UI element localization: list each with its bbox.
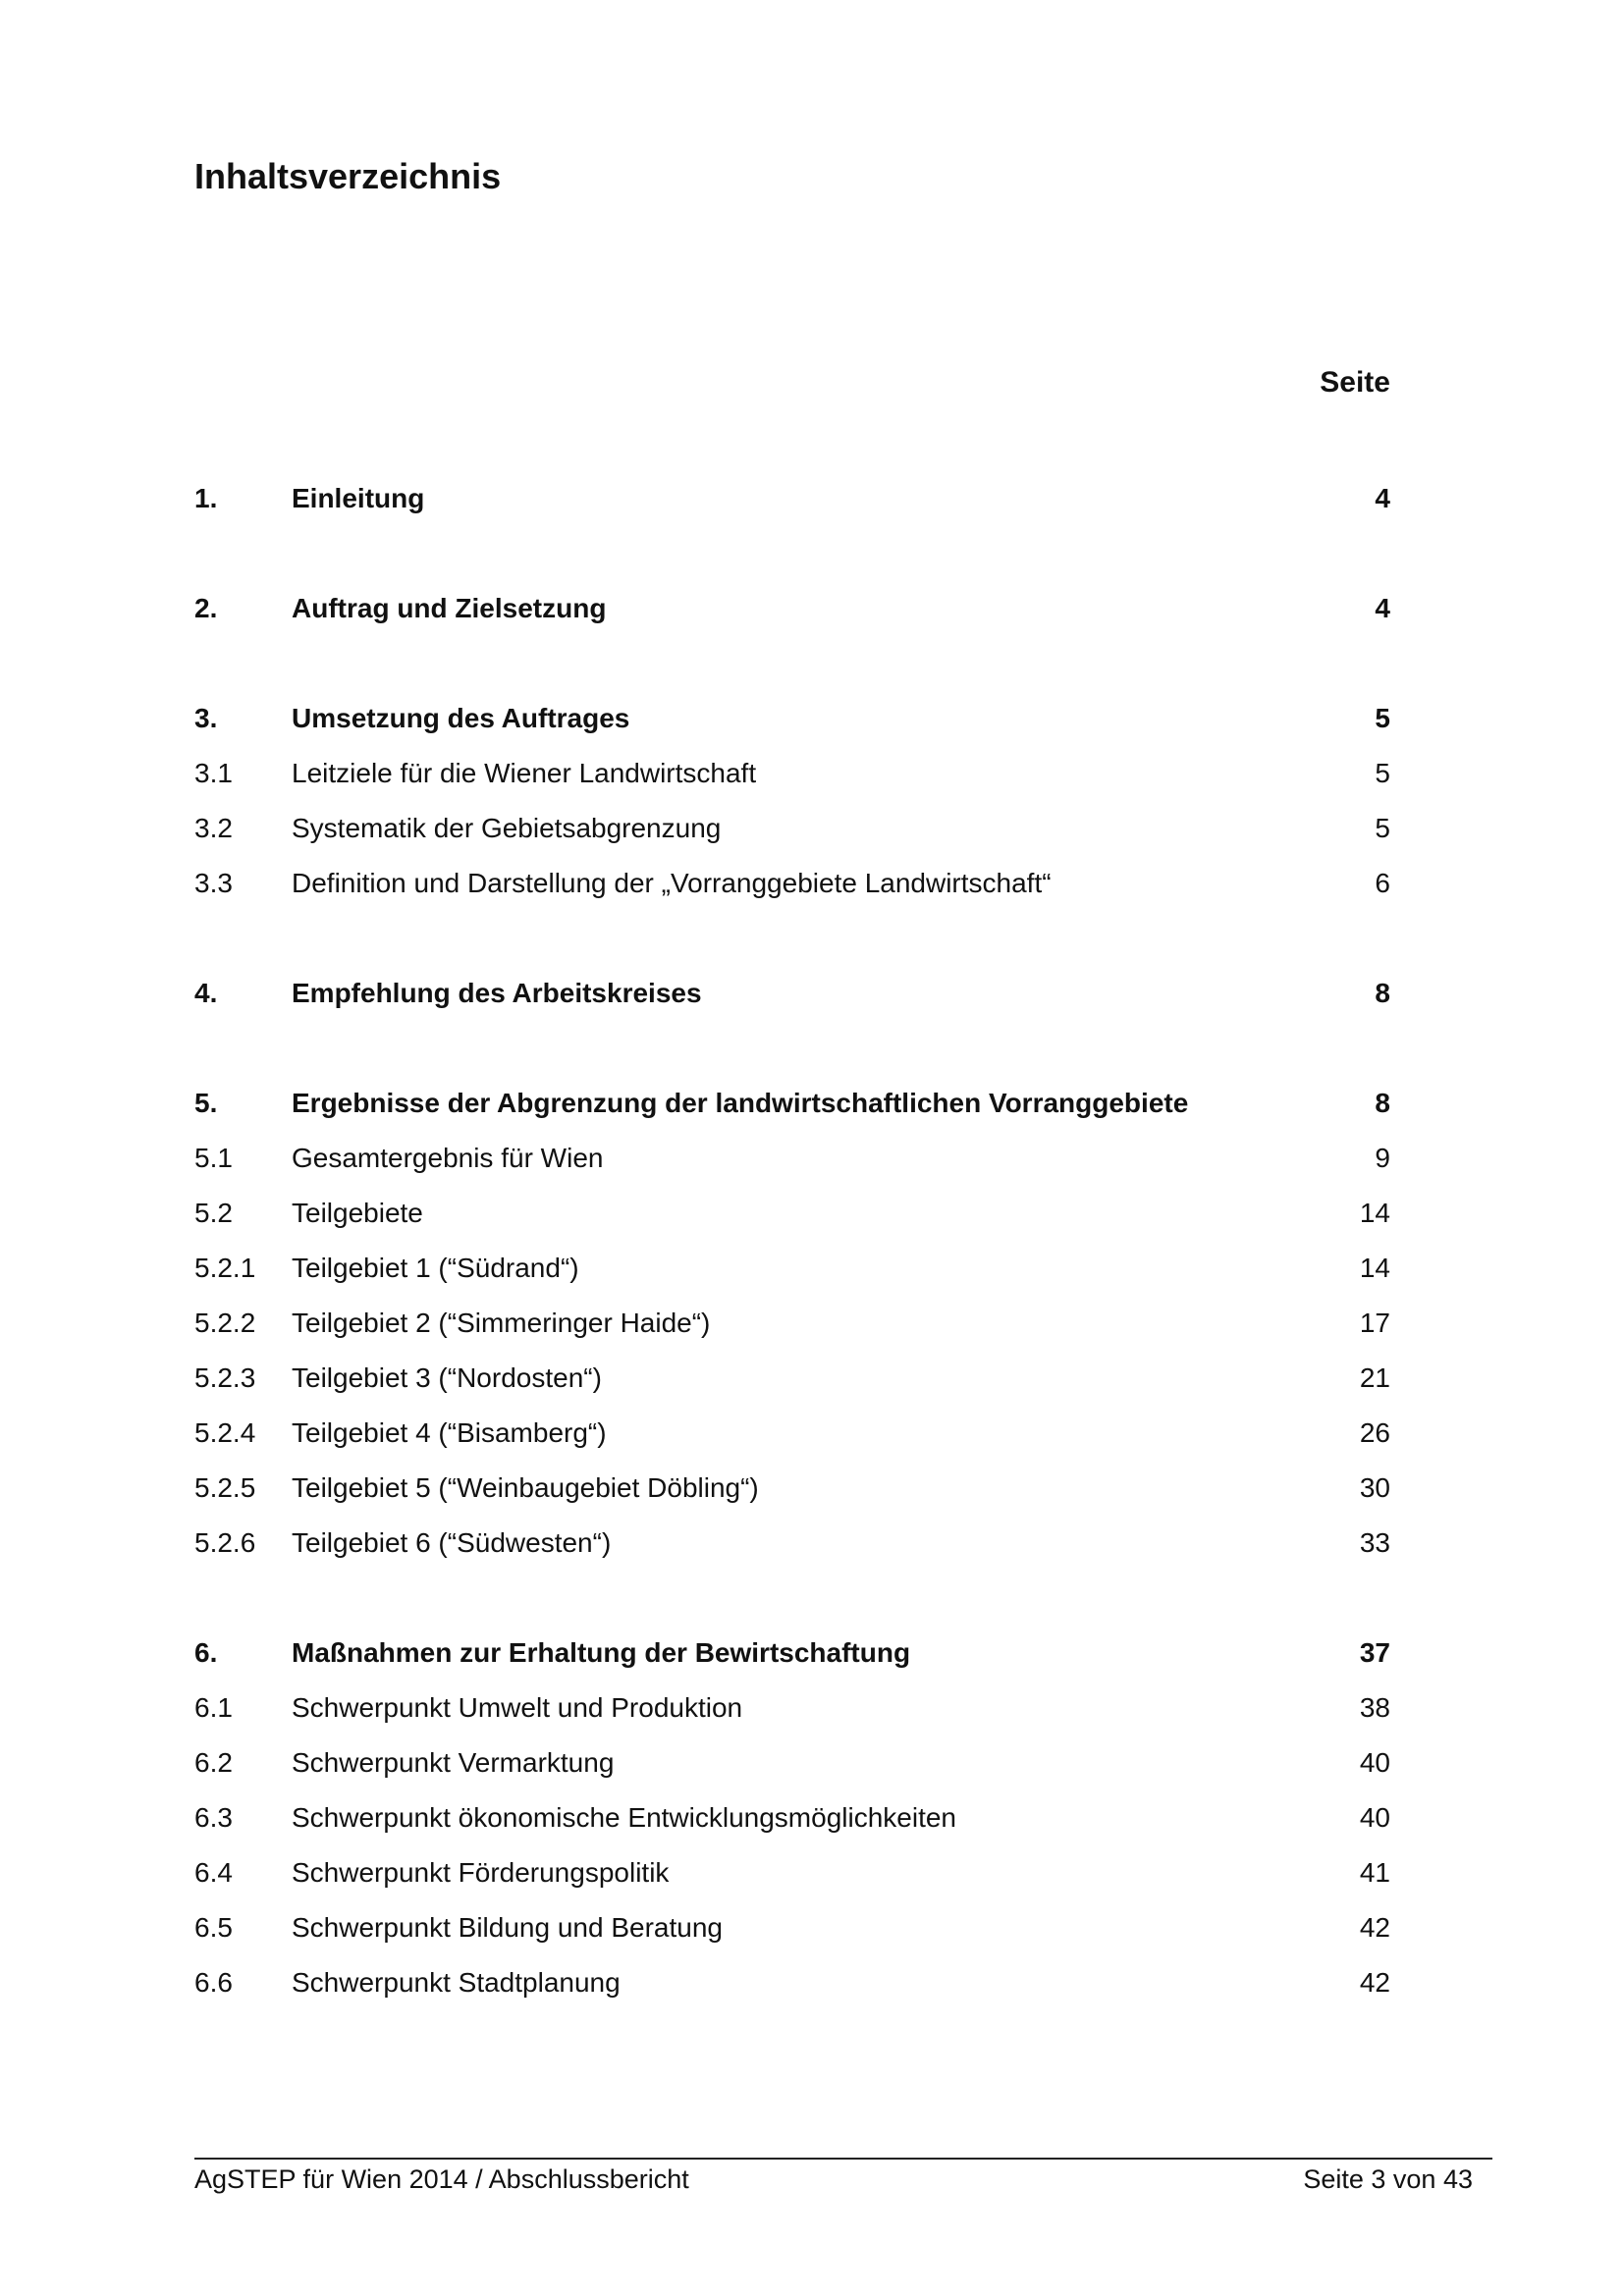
- toc-entry-number: 3.1: [194, 758, 233, 788]
- toc-entry-title: Umsetzung des Auftrages: [292, 703, 630, 733]
- toc-entry[interactable]: [194, 801, 1390, 856]
- toc-entry-page: 14: [1359, 1253, 1390, 1283]
- toc-entry-page: 40: [1359, 1802, 1390, 1833]
- toc-entry-title: Teilgebiet 4 (“Bisamberg“): [292, 1417, 607, 1448]
- toc-entry-page: 6: [1375, 868, 1390, 898]
- page-column-header: Seite: [1320, 366, 1390, 399]
- toc-entry-page: 42: [1359, 1912, 1390, 1943]
- toc-entry-number: 3.2: [194, 813, 233, 843]
- toc-entry-number: 5.2.5: [194, 1472, 256, 1503]
- toc-entry-number: 6.5: [194, 1912, 233, 1943]
- toc-entry-title: Schwerpunkt Stadtplanung: [292, 1967, 621, 1998]
- toc-entry-page: 26: [1359, 1417, 1390, 1448]
- page-title: Inhaltsverzeichnis: [194, 156, 502, 196]
- toc-entry[interactable]: [194, 1955, 1390, 2010]
- toc-entry-number: 6.3: [194, 1802, 233, 1833]
- toc-entry[interactable]: [194, 966, 1390, 1021]
- toc-entry-title: Schwerpunkt Bildung und Beratung: [292, 1912, 723, 1943]
- toc-entry[interactable]: [194, 1845, 1390, 1900]
- toc-entry-number: 5.2.4: [194, 1417, 256, 1448]
- toc-entry-number: 5.2.2: [194, 1308, 256, 1338]
- toc-entry-page: 38: [1359, 1692, 1390, 1723]
- toc-entry-title: Schwerpunkt Umwelt und Produktion: [292, 1692, 743, 1723]
- toc-entry-title: Schwerpunkt ökonomische Entwicklungsmöglichkeiten: [292, 1802, 957, 1833]
- toc-entry[interactable]: [194, 691, 1390, 746]
- toc-entry[interactable]: [194, 1516, 1390, 1571]
- toc-entry-page: 5: [1375, 758, 1390, 788]
- toc-entry[interactable]: [194, 1296, 1390, 1351]
- toc-entry-page: 33: [1359, 1527, 1390, 1558]
- toc-entry-title: Teilgebiet 2 (“Simmeringer Haide“): [292, 1308, 711, 1338]
- toc-entry-number: 6.6: [194, 1967, 233, 1998]
- toc-entry[interactable]: [194, 581, 1390, 636]
- toc-entry-title: Systematik der Gebietsabgrenzung: [292, 813, 722, 843]
- toc-entry-number: 6.2: [194, 1747, 233, 1778]
- toc-entry[interactable]: [194, 1186, 1390, 1241]
- toc-entry-page: 8: [1375, 978, 1390, 1008]
- toc-entry-title: Empfehlung des Arbeitskreises: [292, 978, 702, 1008]
- toc-entry-number: 3.: [194, 703, 218, 733]
- toc-entry[interactable]: [194, 746, 1390, 801]
- footer-document-title: AgSTEP für Wien 2014 / Abschlussbericht: [194, 2164, 689, 2194]
- toc-entry[interactable]: [194, 1241, 1390, 1296]
- toc-entry-title: Teilgebiet 6 (“Südwesten“): [292, 1527, 612, 1558]
- toc-entry-number: 4.: [194, 978, 218, 1008]
- toc-entry-title: Auftrag und Zielsetzung: [292, 593, 607, 623]
- toc-entry-number: 5.2.3: [194, 1362, 256, 1393]
- toc-entry[interactable]: [194, 1626, 1390, 1681]
- toc-entry-title: Teilgebiete: [292, 1198, 423, 1228]
- toc-entry-page: 14: [1359, 1198, 1390, 1228]
- toc-entry-page: 37: [1359, 1637, 1390, 1668]
- toc-entry-title: Teilgebiet 3 (“Nordosten“): [292, 1362, 602, 1393]
- toc-entry-title: Leitziele für die Wiener Landwirtschaft: [292, 758, 757, 788]
- toc-entry-title: Schwerpunkt Vermarktung: [292, 1747, 615, 1778]
- toc-entry-page: 4: [1375, 483, 1390, 513]
- toc-entry-number: 6.4: [194, 1857, 233, 1888]
- toc-entry-number: 5.2: [194, 1198, 233, 1228]
- toc-entry[interactable]: [194, 1461, 1390, 1516]
- toc-entry-page: 8: [1375, 1088, 1390, 1118]
- toc-entry-page: 4: [1375, 593, 1390, 623]
- table-of-contents: [194, 471, 1390, 2010]
- toc-entry-page: 42: [1359, 1967, 1390, 1998]
- toc-entry[interactable]: [194, 856, 1390, 911]
- toc-entry[interactable]: [194, 1131, 1390, 1186]
- toc-entry-page: 40: [1359, 1747, 1390, 1778]
- toc-entry-page: 5: [1375, 703, 1390, 733]
- toc-entry-page: 5: [1375, 813, 1390, 843]
- toc-entry[interactable]: [194, 1076, 1390, 1131]
- toc-entry-number: 3.3: [194, 868, 233, 898]
- toc-entry[interactable]: [194, 1681, 1390, 1735]
- toc-entry-title: Teilgebiet 5 (“Weinbaugebiet Döbling“): [292, 1472, 759, 1503]
- toc-entry-title: Definition und Darstellung der „Vorranggebiete Landwirtschaft“: [292, 868, 1052, 898]
- toc-entry-page: 30: [1359, 1472, 1390, 1503]
- footer-divider: [194, 2158, 1492, 2160]
- toc-entry[interactable]: [194, 1790, 1390, 1845]
- toc-entry-number: 6.: [194, 1637, 218, 1668]
- footer-page-number: Seite 3 von 43: [1303, 2164, 1473, 2194]
- toc-entry-number: 5.1: [194, 1143, 233, 1173]
- toc-entry-number: 5.2.1: [194, 1253, 256, 1283]
- toc-entry[interactable]: [194, 1406, 1390, 1461]
- toc-entry-number: 6.1: [194, 1692, 233, 1723]
- toc-entry[interactable]: [194, 1735, 1390, 1790]
- toc-entry-title: Schwerpunkt Förderungspolitik: [292, 1857, 670, 1888]
- toc-entry-page: 21: [1359, 1362, 1390, 1393]
- toc-entry[interactable]: [194, 1900, 1390, 1955]
- toc-entry-number: 5.2.6: [194, 1527, 256, 1558]
- toc-entry-number: 1.: [194, 483, 218, 513]
- toc-entry-title: Maßnahmen zur Erhaltung der Bewirtschaftung: [292, 1637, 911, 1668]
- toc-entry[interactable]: [194, 1351, 1390, 1406]
- toc-entry-title: Einleitung: [292, 483, 425, 513]
- toc-entry-title: Ergebnisse der Abgrenzung der landwirtschaftlichen Vorranggebiete: [292, 1088, 1189, 1118]
- toc-entry-page: 41: [1359, 1857, 1390, 1888]
- toc-entry-title: Teilgebiet 1 (“Südrand“): [292, 1253, 579, 1283]
- toc-entry-number: 5.: [194, 1088, 218, 1118]
- toc-entry[interactable]: [194, 471, 1390, 526]
- toc-entry-page: 9: [1375, 1143, 1390, 1173]
- toc-entry-page: 17: [1359, 1308, 1390, 1338]
- toc-entry-number: 2.: [194, 593, 218, 623]
- toc-entry-title: Gesamtergebnis für Wien: [292, 1143, 604, 1173]
